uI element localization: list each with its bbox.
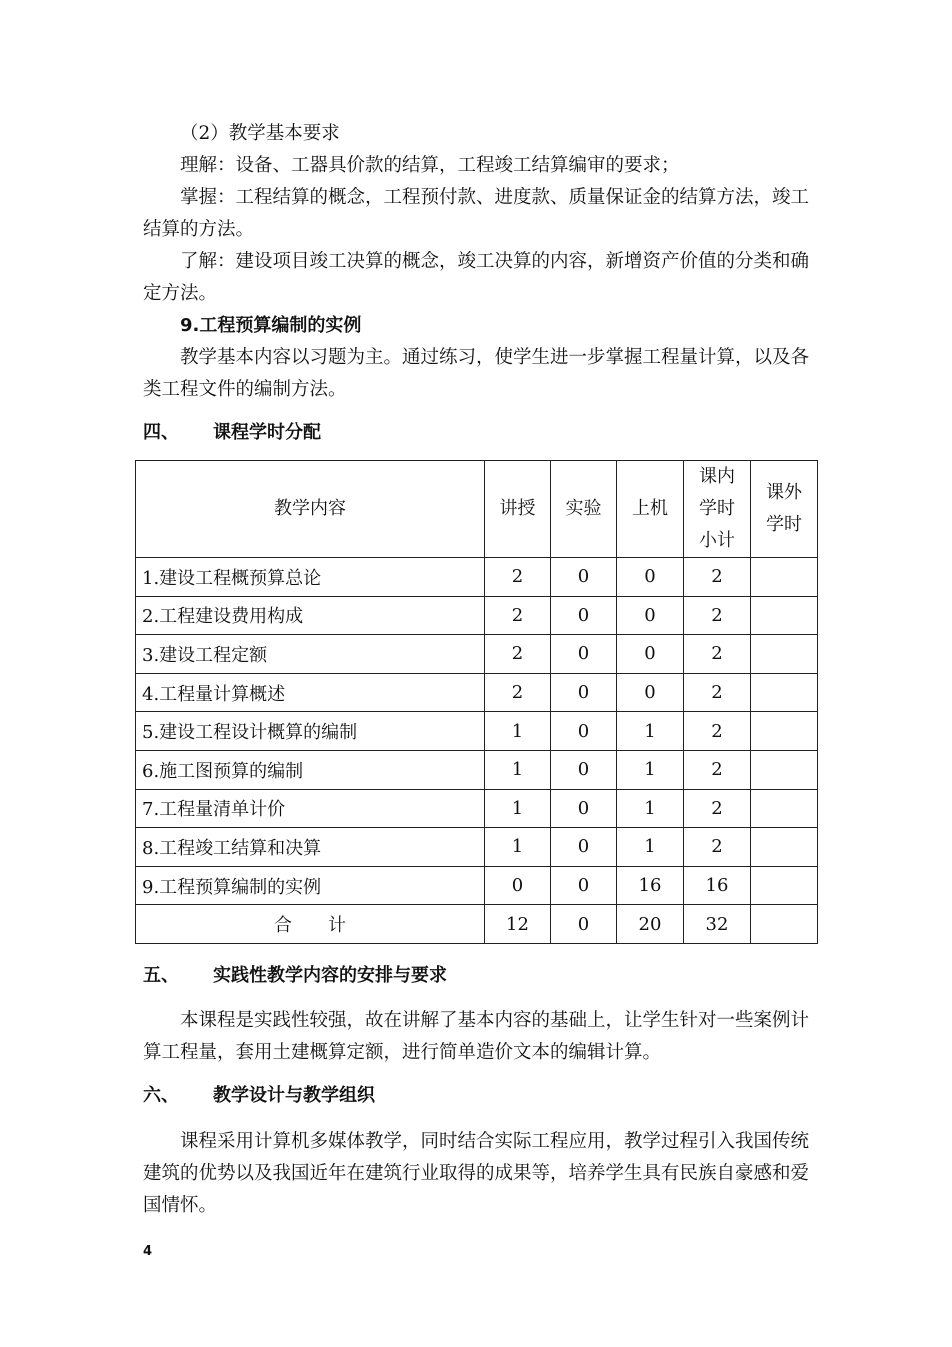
lab-cell: 0 (551, 558, 617, 597)
table-total-row (136, 905, 818, 944)
page-number: 4 (143, 1244, 153, 1259)
extra-cell (751, 866, 818, 905)
lab-cell: 0 (551, 905, 617, 944)
know-text: 了解：建设项目竣工决算的概念，竣工决算的内容，新增资产价值的分类和确定方法。 (143, 251, 810, 304)
table-header-row (136, 461, 818, 558)
table-row (136, 712, 818, 751)
lecture-cell: 2 (485, 558, 551, 597)
table-row (136, 866, 818, 905)
lecture-cell: 2 (485, 673, 551, 712)
table-row (136, 558, 818, 597)
extra-cell (751, 712, 818, 751)
computer-cell: 1 (617, 750, 684, 789)
computer-cell: 0 (617, 673, 684, 712)
lab-cell: 0 (551, 828, 617, 867)
understand-text: 理解：设备、工器具价款的结算，工程竣工结算编审的要求； (180, 155, 680, 176)
content-cell: 2.工程建设费用构成 (136, 596, 485, 635)
extra-cell (751, 635, 818, 674)
heading-text: 教学设计与教学组织 (213, 1085, 375, 1106)
subtotal-cell: 2 (684, 635, 751, 674)
header-computer: 上机 (617, 461, 684, 558)
content-cell: 3.建设工程定额 (136, 635, 485, 674)
computer-cell: 1 (617, 828, 684, 867)
heading-practice (143, 961, 447, 991)
subtotal-cell: 2 (684, 596, 751, 635)
table-row (136, 673, 818, 712)
subtotal-cell: 2 (684, 558, 751, 597)
extra-cell (751, 828, 818, 867)
computer-cell: 1 (617, 712, 684, 751)
extra-cell (751, 905, 818, 944)
content-cell: 8.工程竣工结算和决算 (136, 828, 485, 867)
lecture-cell: 1 (485, 712, 551, 751)
computer-cell: 16 (617, 866, 684, 905)
header-subtotal-label: 课内学时小计 (699, 466, 735, 551)
content-cell: 7.工程量清单计价 (136, 789, 485, 828)
section9-body: 教学基本内容以习题为主。通过练习，使学生进一步掌握工程量计算，以及各类工程文件的编制方法。 (143, 347, 810, 400)
content-cell: 1.建设工程概预算总论 (136, 558, 485, 597)
table-row (136, 750, 818, 789)
extra-cell (751, 750, 818, 789)
lecture-cell: 1 (485, 828, 551, 867)
lecture-cell: 2 (485, 635, 551, 674)
content-cell: 4.工程量计算概述 (136, 673, 485, 712)
content-cell: 合 计 (136, 905, 485, 944)
heading-design (143, 1081, 375, 1111)
header-content: 教学内容 (136, 461, 485, 558)
subtotal-cell: 32 (684, 905, 751, 944)
extra-cell (751, 673, 818, 712)
master-text: 掌握：工程结算的概念，工程预付款、进度款、质量保证金的结算方法，竣工结算的方法。 (143, 187, 810, 240)
lab-cell: 0 (551, 596, 617, 635)
table-row (136, 789, 818, 828)
header-extra-label: 课外学时 (766, 482, 802, 535)
lab-cell: 0 (551, 866, 617, 905)
lecture-cell: 1 (485, 789, 551, 828)
heading-course-hours (143, 418, 321, 448)
heading-number: 六、 (143, 1085, 179, 1106)
lecture-cell: 0 (485, 866, 551, 905)
requirements-title: （2）教学基本要求 (180, 123, 340, 144)
heading-number: 四、 (143, 422, 179, 443)
computer-cell: 0 (617, 635, 684, 674)
practice-body: 本课程是实践性较强，故在讲解了基本内容的基础上，让学生针对一些案例计算工程量，套用土建概算定额，进行简单造价文本的编辑计算。 (143, 1010, 810, 1063)
computer-cell: 1 (617, 789, 684, 828)
content-cell: 9.工程预算编制的实例 (136, 866, 485, 905)
subtotal-cell: 2 (684, 673, 751, 712)
table-row (136, 828, 818, 867)
header-subtotal (684, 461, 751, 558)
extra-cell (751, 558, 818, 597)
content-cell: 6.施工图预算的编制 (136, 750, 485, 789)
lab-cell: 0 (551, 635, 617, 674)
table-row (136, 596, 818, 635)
extra-cell (751, 789, 818, 828)
content-cell: 5.建设工程设计概算的编制 (136, 712, 485, 751)
extra-cell (751, 596, 818, 635)
lecture-cell: 1 (485, 750, 551, 789)
heading-text: 实践性教学内容的安排与要求 (213, 965, 447, 986)
header-lecture: 讲授 (485, 461, 551, 558)
subtotal-cell: 2 (684, 789, 751, 828)
subtotal-cell: 2 (684, 712, 751, 751)
heading-number: 五、 (143, 965, 179, 986)
lab-cell: 0 (551, 789, 617, 828)
subtotal-cell: 2 (684, 828, 751, 867)
lab-cell: 0 (551, 750, 617, 789)
subtotal-cell: 16 (684, 866, 751, 905)
lecture-cell: 12 (485, 905, 551, 944)
heading-text: 课程学时分配 (213, 422, 321, 443)
computer-cell: 0 (617, 596, 684, 635)
computer-cell: 0 (617, 558, 684, 597)
table-row (136, 635, 818, 674)
header-extra (751, 461, 818, 558)
section9-title: 9.工程预算编制的实例 (180, 315, 362, 336)
lab-cell: 0 (551, 673, 617, 712)
header-lab: 实验 (551, 461, 617, 558)
subtotal-cell: 2 (684, 750, 751, 789)
design-body: 课程采用计算机多媒体教学，同时结合实际工程应用，教学过程引入我国传统建筑的优势以及我国近年在建筑行业取得的成果等，培养学生具有民族自豪感和爱国情怀。 (143, 1131, 810, 1216)
hours-table (135, 460, 818, 944)
computer-cell: 20 (617, 905, 684, 944)
lecture-cell: 2 (485, 596, 551, 635)
lab-cell: 0 (551, 712, 617, 751)
